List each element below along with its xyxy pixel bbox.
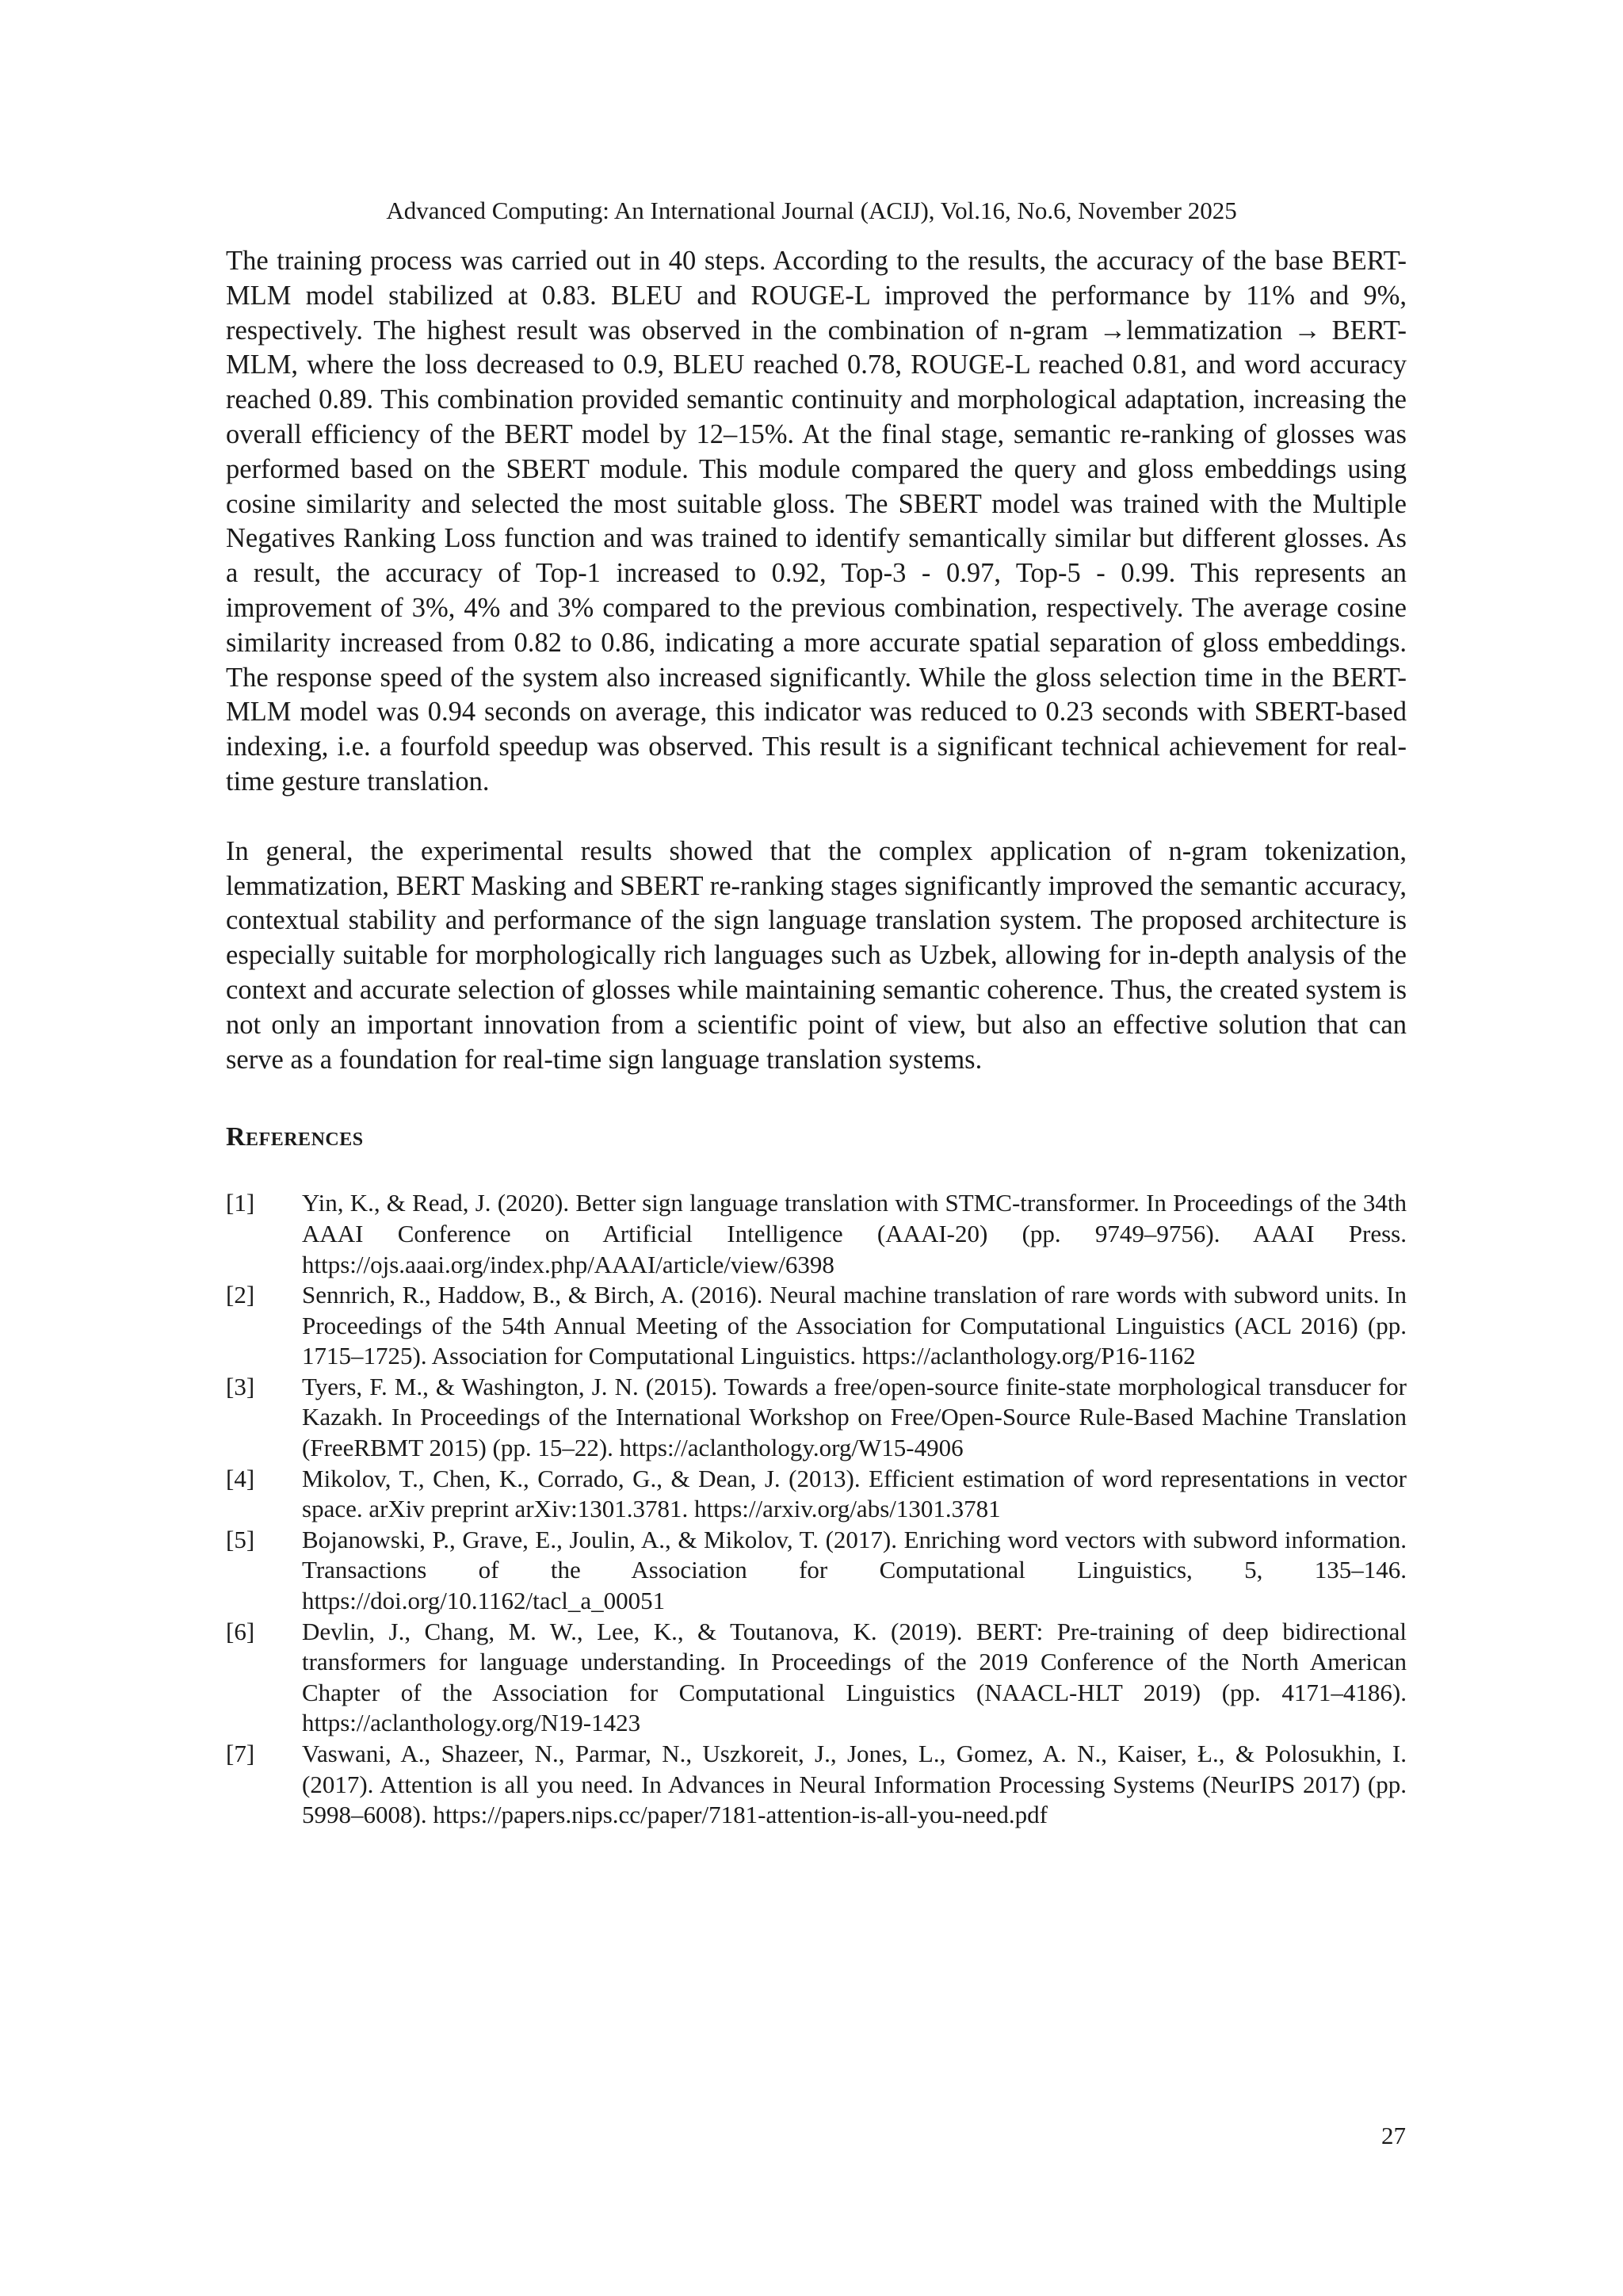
references-heading: References	[226, 1122, 364, 1152]
reference-number: [5]	[226, 1525, 255, 1553]
reference-item	[226, 1464, 1407, 1525]
reference-text: Vaswani, A., Shazeer, N., Parmar, N., Uszkoreit, J., Jones, L., Gomez, A. N., Kaiser, Ł., & Polosukhin, I. (2017). Attention is all you need. In Advances in Neural Information Processing Systems (NeurIPS 2017) (pp. 5998–6008). https://papers.nips.cc/paper/7181-attention-is-all-you-need.pdf	[302, 1740, 1407, 1829]
reference-number: [6]	[226, 1617, 255, 1645]
reference-text: Mikolov, T., Chen, K., Corrado, G., & Dean, J. (2013). Efficient estimation of word representations in vector space. arXiv preprint arXiv:1301.3781. https://arxiv.org/abs/1301.3781	[302, 1464, 1407, 1523]
reference-number: [3]	[226, 1372, 255, 1400]
reference-number: [7]	[226, 1740, 255, 1768]
reference-item	[226, 1525, 1407, 1617]
reference-number: [2]	[226, 1281, 255, 1309]
reference-item	[226, 1280, 1407, 1372]
reference-list	[226, 1188, 1407, 1830]
reference-text: Devlin, J., Chang, M. W., Lee, K., & Toutanova, K. (2019). BERT: Pre-training of deep bidirectional transformers for language understanding. In Proceedings of the 2019 Conference of the North American Chapter of the Association for Computational Linguistics (NAACL-HLT 2019) (pp. 4171–4186). https://aclanthology.org/N19-1423	[302, 1617, 1407, 1737]
reference-text: Sennrich, R., Haddow, B., & Birch, A. (2016). Neural machine translation of rare words with subword units. In Proceedings of the 54th Annual Meeting of the Association for Computational Linguistics (ACL 2016) (pp. 1715–1725). Association for Computational Linguistics. https://aclanthology.org/P16-1162	[302, 1281, 1407, 1370]
reference-item	[226, 1617, 1407, 1739]
reference-text: Yin, K., & Read, J. (2020). Better sign language translation with STMC-transformer. In Proceedings of the 34th AAAI Conference on Artificial Intelligence (AAAI-20) (pp. 9749–9756). AAAI Press. https://ojs.aaai.org/index.php/AAAI/article/view/6398	[302, 1189, 1407, 1278]
reference-number: [1]	[226, 1189, 255, 1217]
body-paragraph: The training process was carried out in 40 steps. According to the results, the accuracy of the base BERT-MLM model stabilized at 0.83. BLEU and ROUGE-L improved the performance by 11% and 9%, respectively. The highest result was observed in the combination of n-gram →lemmatization → BERT-MLM, where the loss decreased to 0.9, BLEU reached 0.78, ROUGE-L reached 0.81, and word accuracy reached 0.89. This combination provided semantic continuity and morphological adaptation, increasing the overall efficiency of the BERT model by 12–15%. At the final stage, semantic re-ranking of glosses was performed based on the SBERT module. This module compared the query and gloss embeddings using cosine similarity and selected the most suitable gloss. The SBERT model was trained with the Multiple Negatives Ranking Loss function and was trained to identify semantically similar but different glosses. As a result, the accuracy of Top-1 increased to 0.92, Top-3 - 0.97, Top-5 - 0.99. This represents an improvement of 3%, 4% and 3% compared to the previous combination, respectively. The average cosine similarity increased from 0.82 to 0.86, indicating a more accurate spatial separation of gloss embeddings. The response speed of the system also increased significantly. While the gloss selection time in the BERT-MLM model was 0.94 seconds on average, this indicator was reduced to 0.23 seconds with SBERT-based indexing, i.e. a fourfold speedup was observed. This result is a significant technical achievement for real-time gesture translation.	[226, 246, 1407, 797]
reference-number: [4]	[226, 1464, 255, 1492]
page-content	[226, 244, 1407, 1831]
reference-item	[226, 1188, 1407, 1280]
reference-text: Tyers, F. M., & Washington, J. N. (2015). Towards a free/open-source finite-state morphological transducer for Kazakh. In Proceedings of the International Workshop on Free/Open-Source Rule-Based Machine Translation (FreeRBMT 2015) (pp. 15–22). https://aclanthology.org/W15-4906	[302, 1372, 1407, 1462]
page-number: 27	[1381, 2122, 1406, 2149]
body-paragraph: In general, the experimental results showed that the complex application of n-gram tokenization, lemmatization, BERT Masking and SBERT re-ranking stages significantly improved the semantic accuracy, contextual stability and performance of the sign language translation system. The proposed architecture is especially suitable for morphologically rich languages such as Uzbek, allowing for in-depth analysis of the context and accurate selection of glosses while maintaining semantic coherence. Thus, the created system is not only an important innovation from a scientific point of view, but also an effective solution that can serve as a foundation for real-time sign language translation systems.	[226, 835, 1407, 1075]
reference-item	[226, 1739, 1407, 1831]
reference-text: Bojanowski, P., Grave, E., Joulin, A., & Mikolov, T. (2017). Enriching word vectors with subword information. Transactions of the Association for Computational Linguistics, 5, 135–146. https://doi.org/10.1162/tacl_a_00051	[302, 1525, 1407, 1615]
reference-item	[226, 1372, 1407, 1464]
running-header: Advanced Computing: An International Journal (ACIJ), Vol.16, No.6, November 2025	[386, 197, 1237, 224]
